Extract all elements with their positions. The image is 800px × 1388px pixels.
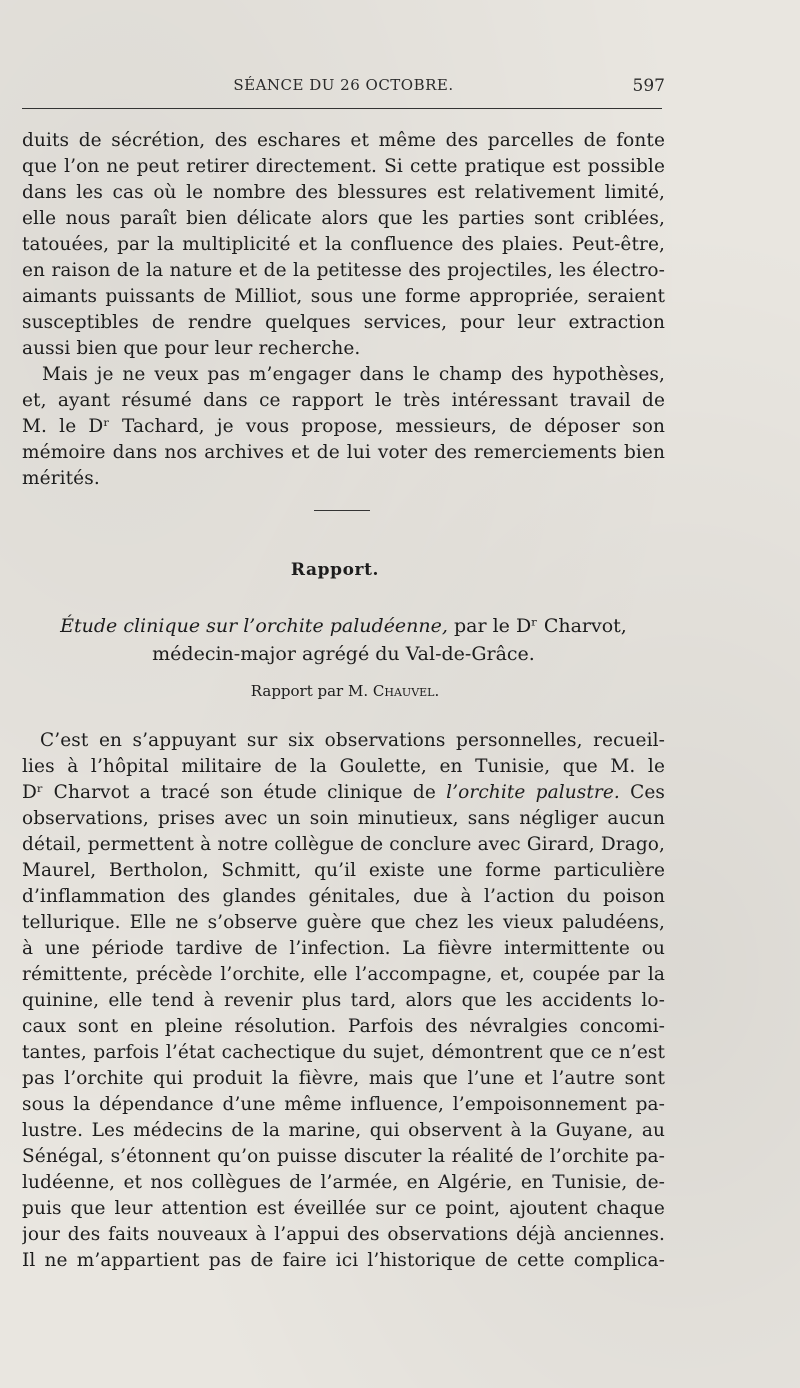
- text-line: duits de sécrétion, des eschares et même des parcelles de fonte: [22, 130, 665, 151]
- text-line: tatouées, par la multiplicité et la confluence des plaies. Peut-être,: [22, 234, 665, 255]
- text-line: jour des faits nouveaux à l’appui des observations déjà anciennes.: [22, 1224, 665, 1245]
- text-line-mixed: [22, 780, 665, 806]
- text-line: que l’on ne peut retirer directement. Si cette pratique est possible: [22, 156, 665, 177]
- header-rule: [22, 108, 662, 109]
- text-line: puis que leur attention est éveillée sur ce point, ajoutent chaque: [22, 1198, 665, 1219]
- text-line: pas l’orchite qui produit la fièvre, mais que l’une et l’autre sont: [22, 1068, 665, 1089]
- text-line: en raison de la nature et de la petitesse des projectiles, les électro-: [22, 260, 665, 281]
- heading-line-1: [22, 612, 665, 640]
- text-line: dans les cas où le nombre des blessures est relativement limité,: [22, 182, 665, 203]
- text-line: tantes, parfois l’état cachectique du sujet, démontrent que ce n’est: [22, 1042, 665, 1063]
- line-text: Dʳ Charvot a tracé son étude clinique de: [22, 782, 447, 803]
- heading-italic: Étude clinique sur l’orchite paludéenne,: [60, 615, 448, 637]
- running-title: SÉANCE DU 26 OCTOBRE.: [233, 76, 454, 94]
- byline-prefix: Rapport par M.: [250, 682, 373, 700]
- text-line: sous la dépendance d’une même influence, l’empoisonnement pa-: [22, 1094, 665, 1115]
- line-text: Ces: [619, 782, 665, 803]
- text-line: à une période tardive de l’infection. La fièvre intermittente ou: [22, 938, 665, 959]
- running-head: [22, 76, 665, 98]
- text-line: observations, prises avec un soin minutieux, sans négliger aucun: [22, 808, 665, 829]
- text-line: Mais je ne veux pas m’engager dans le champ des hypothèses,: [42, 364, 665, 385]
- text-line: Il ne m’appartient pas de faire ici l’historique de cette complica-: [22, 1250, 665, 1271]
- text-line: aimants puissants de Milliot, sous une forme appropriée, seraient: [22, 286, 665, 307]
- text-line: rémittente, précède l’orchite, elle l’accompagne, et, coupée par la: [22, 964, 665, 985]
- text-line: Sénégal, s’étonnent qu’on puisse discuter la réalité de l’orchite pa-: [22, 1146, 665, 1167]
- paragraph-3: [22, 728, 665, 1274]
- heading-author: par le Dʳ Charvot,: [447, 615, 627, 637]
- text-line: ludéenne, et nos collègues de l’armée, en Algérie, en Tunisie, de-: [22, 1172, 665, 1193]
- text-line: détail, permettent à notre collègue de conclure avec Girard, Drago,: [22, 834, 665, 855]
- byline: [0, 682, 690, 700]
- text-line: lustre. Les médecins de la marine, qui observent à la Guyane, au: [22, 1120, 665, 1141]
- report-heading: [22, 612, 665, 668]
- paragraph-2: [22, 362, 665, 492]
- text-line: d’inflammation des glandes génitales, due à l’action du poison: [22, 886, 665, 907]
- italic-term: l’orchite palustre.: [446, 782, 620, 803]
- text-line: mémoire dans nos archives et de lui voter des remerciements bien: [22, 442, 665, 463]
- text-line: mérités.: [22, 468, 100, 489]
- paragraph-1: [22, 128, 665, 362]
- text-line: tellurique. Elle ne s’observe guère que chez les vieux paludéens,: [22, 912, 665, 933]
- text-line: Maurel, Bertholon, Schmitt, qu’il existe une forme particulière: [22, 860, 665, 881]
- text-line: aussi bien que pour leur recherche.: [22, 338, 361, 359]
- section-title: Rapport.: [290, 560, 380, 580]
- text-line: M. le Dʳ Tachard, je vous propose, messieurs, de déposer son: [22, 416, 665, 437]
- text-line: quinine, elle tend à revenir plus tard, alors que les accidents lo-: [22, 990, 665, 1011]
- text-line: lies à l’hôpital militaire de la Goulette, en Tunisie, que M. le: [22, 756, 665, 777]
- page-number: 597: [632, 76, 665, 96]
- text-line: susceptibles de rendre quelques services, pour leur extraction: [22, 312, 665, 333]
- text-line: et, ayant résumé dans ce rapport le très intéressant travail de: [22, 390, 665, 411]
- heading-line-2: médecin-major agrégé du Val-de-Grâce.: [152, 643, 535, 665]
- text-line: elle nous paraît bien délicate alors que les parties sont criblées,: [22, 208, 665, 229]
- byline-name: Chauvel.: [372, 682, 440, 700]
- text-line: C’est en s’appuyant sur six observations personnelles, recueil-: [40, 730, 665, 751]
- text-line: caux sont en pleine résolution. Parfois des névralgies concomi-: [22, 1016, 665, 1037]
- section-separator: [314, 510, 370, 511]
